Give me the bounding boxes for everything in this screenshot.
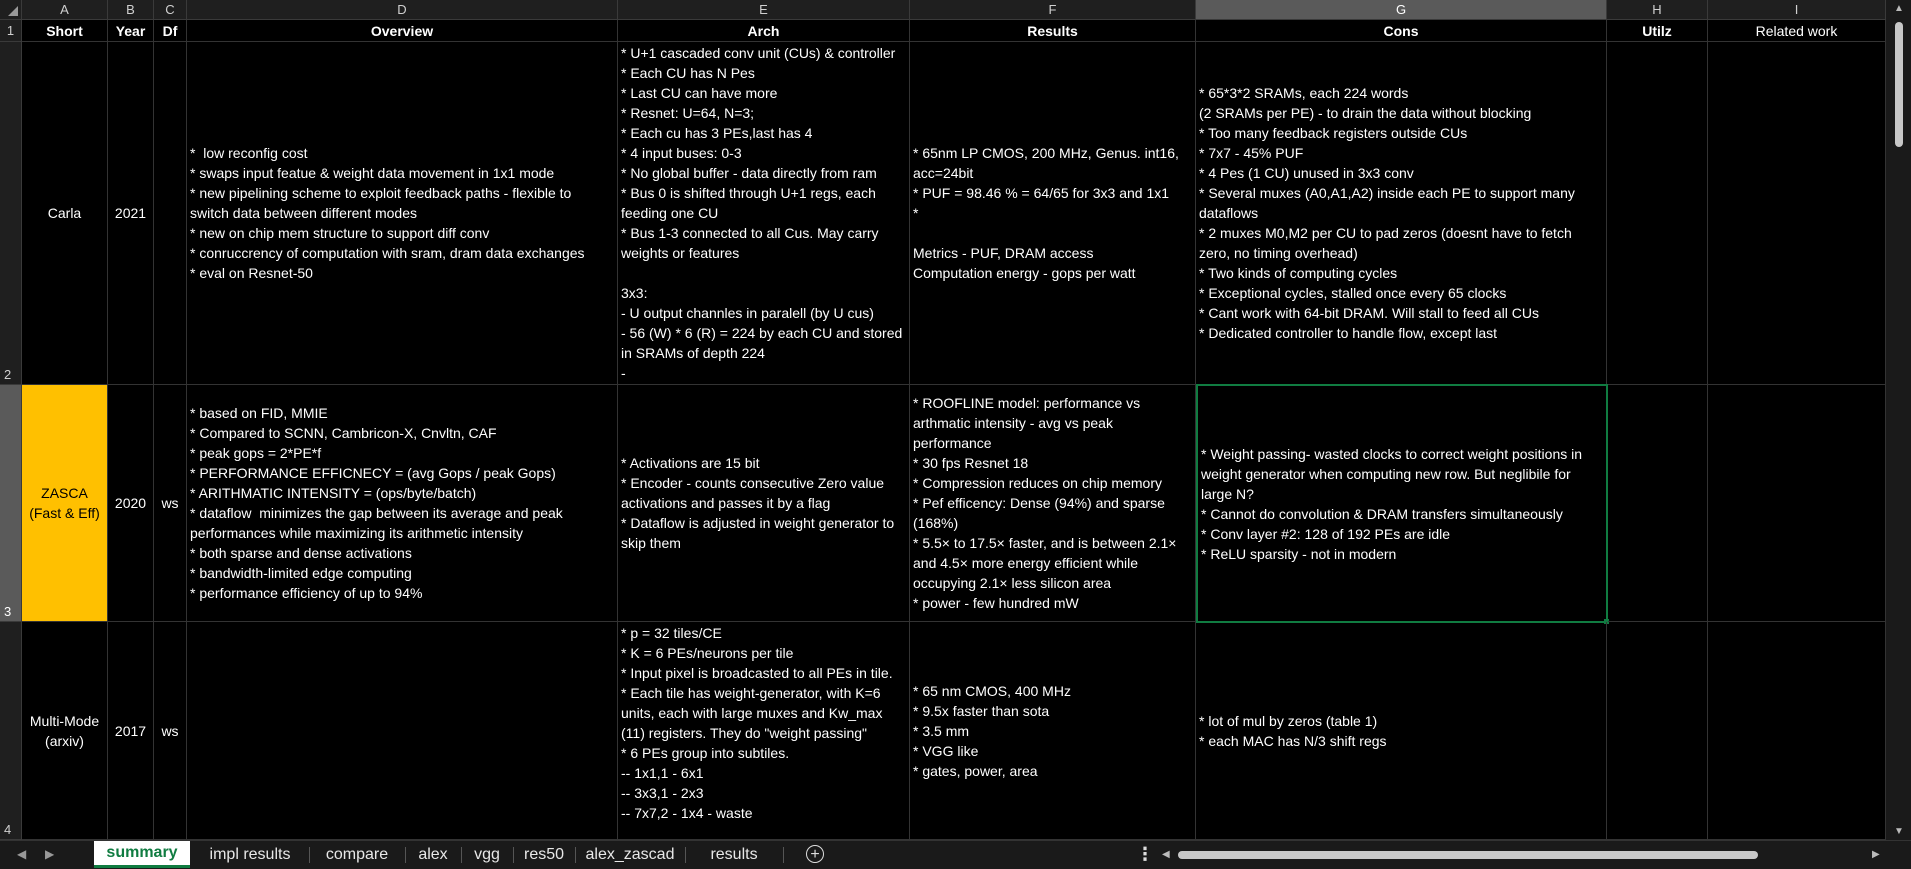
scroll-down-icon[interactable]: ▼ — [1894, 826, 1904, 837]
column-header-g[interactable]: G — [1196, 0, 1607, 20]
row-header-1[interactable]: 1 — [0, 20, 22, 42]
cell-df-carla[interactable] — [154, 42, 187, 385]
scroll-up-icon[interactable]: ▲ — [1894, 3, 1904, 14]
column-header-b[interactable]: B — [108, 0, 154, 20]
horizontal-scroll-thumb[interactable] — [1178, 851, 1758, 859]
cell-arch-multimode[interactable]: * p = 32 tiles/CE * K = 6 PEs/neurons per tile * Input pixel is broadcasted to all PEs in tile. * Each tile has weight-generator, with K=6 units, each with large muxes and Kw_max (11) registers. They do "weight passing" * 6 PEs group into subtiles. -- 1x1,1 - 6x1 -- 3x3,1 - 2x3 -- 7x7,2 - 1x4 - waste — [618, 622, 910, 840]
header-cell-cons[interactable]: Cons — [1196, 20, 1607, 42]
vertical-scrollbar[interactable] — [1886, 0, 1911, 840]
column-header-c[interactable]: C — [154, 0, 187, 20]
cell-short-carla[interactable]: Carla — [22, 42, 108, 385]
vertical-scroll-thumb[interactable] — [1895, 22, 1903, 147]
cell-results-zasca[interactable]: * ROOFLINE model: performance vs arthmatic intensity - avg vs peak performance * 30 fps Resnet 18 * Compression reduces on chip memory * Pef efficency: Dense (94%) and sparse (168%) * 5.5× to 17.5× faster, and is between 2.1× and 4.5× more energy efficient while occupying 2.1× less silicon area * power - few hundred mW — [910, 385, 1196, 622]
cell-utilz-zasca[interactable] — [1608, 385, 1708, 622]
cell-results-carla[interactable]: * 65nm LP CMOS, 200 MHz, Genus. int16, acc=24bit * PUF = 98.46 % = 64/65 for 3x3 and 1x1 * Metrics - PUF, DRAM access Computation energy - gops per watt — [910, 42, 1196, 385]
column-header-h[interactable]: H — [1607, 0, 1708, 20]
tab-divider — [685, 847, 686, 863]
scroll-left-icon[interactable]: ◀ — [1162, 849, 1170, 860]
cell-overview-carla[interactable]: * low reconfig cost * swaps input featue & weight data movement in 1x1 mode * new pipelining scheme to exploit feedback paths - flexible to switch data between different modes * new on chip mem structure to support diff conv * conruccrency of computation with sram, dram data exchanges * eval on Resnet-50 — [187, 42, 618, 385]
tab-divider — [575, 847, 576, 863]
header-cell-utilz[interactable]: Utilz — [1607, 20, 1708, 42]
cell-short-multimode[interactable]: Multi-Mode (arxiv) — [22, 622, 108, 840]
tab-divider — [461, 847, 462, 863]
tab-divider — [783, 847, 784, 863]
cell-cons-multimode[interactable]: * lot of mul by zeros (table 1) * each MAC has N/3 shift regs — [1196, 622, 1607, 840]
sheet-tab-results[interactable]: results — [710, 845, 758, 863]
sheet-tab-compare[interactable]: compare — [325, 845, 389, 863]
header-cell-arch[interactable]: Arch — [618, 20, 910, 42]
row-header-2[interactable]: 2 — [0, 42, 22, 385]
cell-df-zasca[interactable]: ws — [154, 385, 187, 622]
header-cell-related[interactable]: Related work — [1708, 20, 1886, 42]
sheet-tab-impl-results[interactable]: impl results — [209, 845, 291, 863]
column-header-a[interactable]: A — [22, 0, 108, 20]
horizontal-scrollbar[interactable] — [1162, 847, 1882, 863]
cell-utilz-carla[interactable] — [1607, 42, 1708, 385]
column-header-f[interactable]: F — [910, 0, 1196, 20]
header-cell-results[interactable]: Results — [910, 20, 1196, 42]
header-cell-df[interactable]: Df — [154, 20, 187, 42]
cell-year-carla[interactable]: 2021 — [108, 42, 154, 385]
sheet-tab-bar — [0, 840, 1911, 869]
column-header-d[interactable]: D — [187, 0, 618, 20]
header-cell-overview[interactable]: Overview — [187, 20, 618, 42]
row-header-4[interactable]: 4 — [0, 622, 22, 840]
add-sheet-icon[interactable]: + — [806, 845, 824, 863]
cell-related-zasca[interactable] — [1708, 385, 1886, 622]
select-all-corner[interactable] — [0, 0, 22, 20]
cell-df-multimode[interactable]: ws — [154, 622, 187, 840]
cell-year-zasca[interactable]: 2020 — [108, 385, 154, 622]
cell-cons-carla[interactable]: * 65*3*2 SRAMs, each 224 words (2 SRAMs per PE) - to drain the data without blocking * Too many feedback registers outside CUs * 7x7 - 45% PUF * 4 Pes (1 CU) unused in 3x3 conv * Several muxes (A0,A1,A2) inside each PE to support many dataflows * 2 muxes M0,M2 per CU to pad zeros (doesnt have to fetch zero, no timing overhead) * Two kinds of computing cycles * Exceptional cycles, stalled once every 65 clocks * Cant work with 64-bit DRAM. Will stall to feed all CUs * Dedicated controller to handle flow, except last — [1196, 42, 1607, 385]
cell-utilz-multimode[interactable] — [1607, 622, 1708, 840]
sheet-tab-summary[interactable]: summary — [94, 841, 190, 868]
next-sheet-icon[interactable]: ▶ — [45, 847, 55, 861]
more-options-icon[interactable]: ⋮ — [1136, 844, 1154, 864]
cell-cons-zasca-selected[interactable]: * Weight passing- wasted clocks to correct weight positions in weight generator when computing new row. But neglibile for large N? * Cannot do convolution & DRAM transfers simultaneously * Conv layer #2: 128 of 192 PEs are idle * ReLU sparsity - not in modern — [1196, 384, 1608, 623]
cell-arch-zasca[interactable]: * Activations are 15 bit * Encoder - counts consecutive Zero value activations and passes it by a flag * Dataflow is adjusted in weight generator to skip them — [618, 385, 910, 622]
cell-arch-carla[interactable]: * U+1 cascaded conv unit (CUs) & controller * Each CU has N Pes * Last CU can have more * Resnet: U=64, N=3; * Each cu has 3 PEs,last has 4 * 4 input buses: 0-3 * No global buffer - data directly from ram * Bus 0 is shifted through U+1 regs, each feeding one CU * Bus 1-3 connected to all Cus. May carry weights or features 3x3: - U output channles in paralell (by U cus) - 56 (W) * 6 (R) = 224 by each CU and stored in SRAMs of depth 224 - — [618, 42, 910, 385]
column-header-i[interactable]: I — [1708, 0, 1886, 20]
cell-related-multimode[interactable] — [1708, 622, 1886, 840]
row-header-3[interactable]: 3 — [0, 385, 22, 622]
column-header-e[interactable]: E — [618, 0, 910, 20]
tab-divider — [405, 847, 406, 863]
cell-results-multimode[interactable]: * 65 nm CMOS, 400 MHz * 9.5x faster than sota * 3.5 mm * VGG like * gates, power, area — [910, 622, 1196, 840]
cell-year-multimode[interactable]: 2017 — [108, 622, 154, 840]
scroll-right-icon[interactable]: ▶ — [1872, 849, 1880, 860]
header-cell-short[interactable]: Short — [22, 20, 108, 42]
sheet-tab-vgg[interactable]: vgg — [474, 845, 500, 863]
sheet-tab-res50[interactable]: res50 — [523, 845, 565, 863]
sheet-tab-alex[interactable]: alex — [418, 845, 448, 863]
cell-related-carla[interactable] — [1708, 42, 1886, 385]
tab-divider — [513, 847, 514, 863]
cell-overview-zasca[interactable]: * based on FID, MMIE * Compared to SCNN, Cambricon-X, Cnvltn, CAF * peak gops = 2*PE*f * PERFORMANCE EFFICNECY = (avg Gops / peak Gops) * ARITHMATIC INTENSITY = (ops/byte/batch) * dataflow minimizes the gap between its average and peak performances while maximizing its arithmetic intensity * both sparse and dense activations * bandwidth-limited edge computing * performance efficiency of up to 94% — [187, 385, 618, 622]
tab-divider — [309, 847, 310, 863]
header-cell-year[interactable]: Year — [108, 20, 154, 42]
sheet-tab-alex-zascad[interactable]: alex_zascad — [585, 845, 675, 863]
cell-short-zasca[interactable]: ZASCA (Fast & Eff) — [22, 385, 108, 622]
cell-overview-multimode[interactable] — [187, 622, 618, 840]
prev-sheet-icon[interactable]: ◀ — [17, 847, 27, 861]
